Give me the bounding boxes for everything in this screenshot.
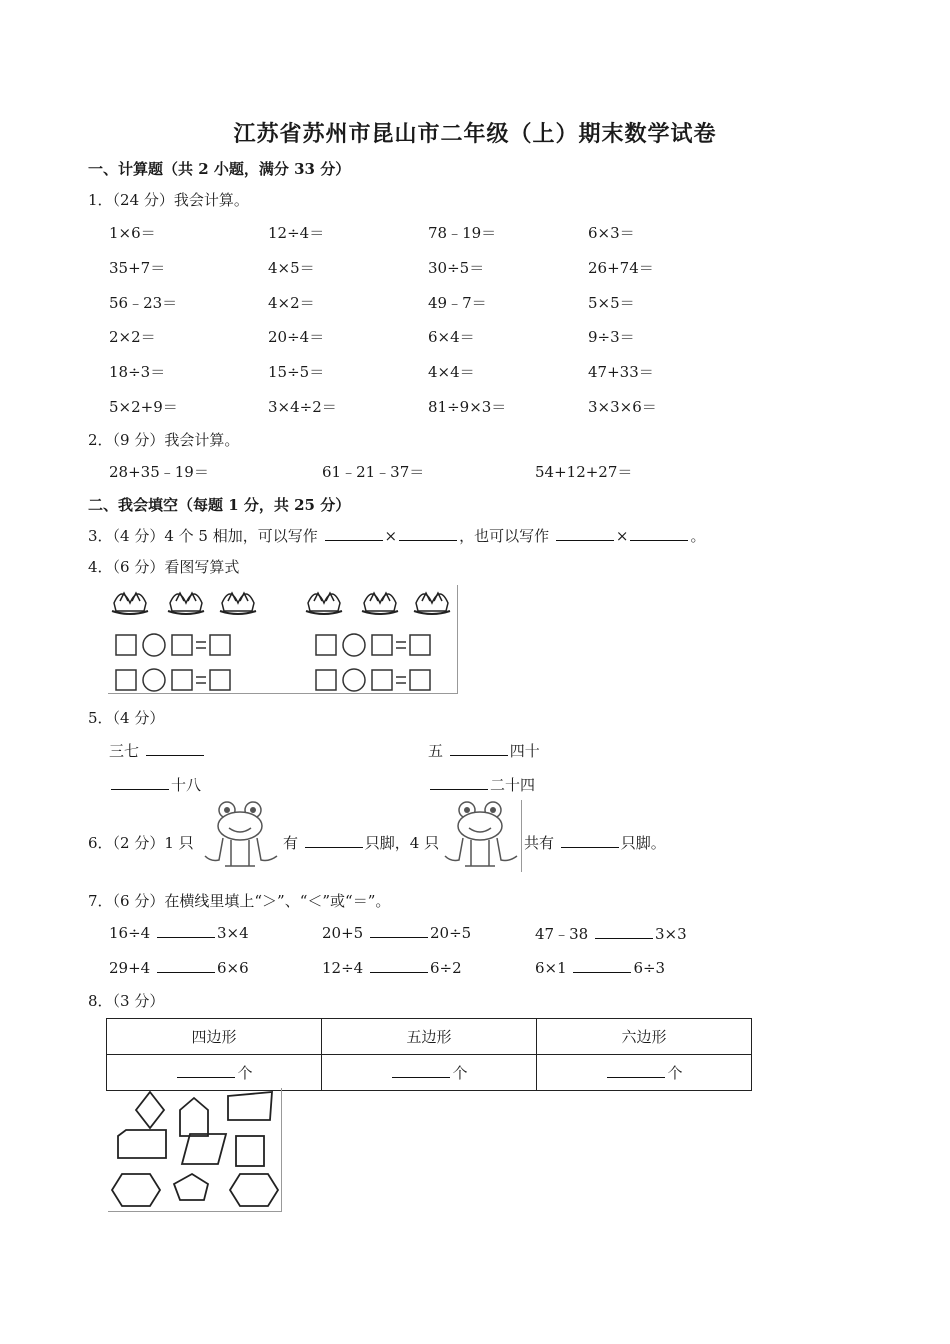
q1-item: 1×6＝ [109,224,156,242]
table-row [107,1055,752,1091]
answer-blank[interactable] [399,526,457,541]
table-cell [107,1055,322,1091]
q1-item: 20÷4＝ [268,328,325,346]
table-cell [537,1055,752,1091]
frog-icon [441,800,521,872]
q1-item: 5×2+9＝ [109,398,178,416]
q7-left: 16÷4 [109,924,151,942]
equation-boxes [116,669,230,691]
answer-blank[interactable] [305,833,363,848]
q1-item: 35+7＝ [109,259,166,277]
answer-blank[interactable] [157,923,215,938]
frog-icon [201,800,281,872]
q6-mid1 [283,832,439,853]
frog-image [201,800,281,872]
q6-end [524,832,666,853]
q5-item-b [428,740,540,761]
q7-left: 29+4 [109,959,151,977]
q7-item [322,923,471,942]
q8-label: 8．（3 分） [88,992,165,1010]
q5-text: 四十 [509,742,540,760]
q5-text: 五 [428,742,444,760]
q3-prefix: 3．（4 分）4 个 5 相加，可以写作 [88,527,318,545]
q7-right: 6÷3 [633,959,666,977]
equation-boxes [116,634,230,656]
q6-text: 共有 [524,834,555,852]
q4-picture [108,585,458,694]
answer-blank[interactable] [430,775,488,790]
equation-boxes [316,634,430,656]
q7-label: 7．（6 分）在横线里填上“＞”、“＜”或“＝”。 [88,892,391,910]
unit-label: 个 [667,1064,683,1082]
q7-right: 20÷5 [429,924,472,942]
q2-item: 54+12+27＝ [535,463,633,481]
table-header: 六边形 [537,1019,752,1055]
pentagon-shape [118,1130,166,1158]
q1-item: 26+74＝ [588,259,654,277]
q2-label: 2．（9 分）我会计算。 [88,431,240,449]
square-shape [236,1136,264,1166]
lotus-icon [362,593,398,614]
q1-item: 5×5＝ [588,294,635,312]
q5-text: 二十四 [490,776,536,794]
parallelogram-shape [182,1134,226,1164]
hexagon-shape [112,1174,160,1206]
q7-right: 3×3 [654,925,687,943]
q6-prefix: 6．（2 分）1 只 [88,834,194,852]
answer-blank[interactable] [392,1063,450,1078]
q7-item [109,923,249,942]
q1-item: 15÷5＝ [268,363,325,381]
q7-right: 3×4 [216,924,249,942]
q1-item: 47+33＝ [588,363,654,381]
q3-line [88,525,706,546]
q5-text: 三七 [109,742,140,760]
quad-shape [228,1092,272,1120]
q4-lotus-figure [108,585,457,693]
q7-left: 20+5 [322,924,364,942]
q7-item [535,958,665,977]
answer-blank[interactable] [556,526,614,541]
q5-item-d [428,774,535,795]
q7-item [322,958,462,977]
q7-right: 6÷2 [429,959,462,977]
answer-blank[interactable] [146,741,204,756]
q1-item: 9÷3＝ [588,328,635,346]
q4-label: 4．（6 分）看图写算式 [88,558,240,576]
section-2-heading: 二、我会填空（每题 1 分，共 25 分） [88,496,351,514]
q7-left: 6×1 [535,959,567,977]
q1-label: 1．（24 分）我会计算。 [88,191,249,209]
equation-boxes [316,669,430,691]
q6-text: 有 [283,834,299,852]
q1-item: 3×3×6＝ [588,398,657,416]
q1-item: 4×5＝ [268,259,315,277]
q5-item-c [109,774,201,795]
answer-blank[interactable] [630,526,688,541]
q1-item: 81÷9×3＝ [428,398,507,416]
lotus-icon [306,593,342,614]
unit-label: 个 [237,1064,253,1082]
q1-item: 2×2＝ [109,328,156,346]
answer-blank[interactable] [561,833,619,848]
q1-item: 12÷4＝ [268,224,325,242]
pentagon-shape [180,1098,208,1136]
q7-item [109,958,249,977]
q2-item: 28+35﹣19＝ [109,463,209,481]
answer-blank[interactable] [111,775,169,790]
answer-blank[interactable] [177,1063,235,1078]
q1-item: 18÷3＝ [109,363,166,381]
answer-blank[interactable] [607,1063,665,1078]
page-title: 江苏省苏州市昆山市二年级（上）期末数学试卷 [233,121,717,147]
answer-blank[interactable] [573,958,631,973]
table-header: 四边形 [107,1019,322,1055]
q3-middle: ，也可以写作 [459,527,550,545]
q2-item: 61﹣21﹣37＝ [322,463,425,481]
q5-text: 十八 [171,776,202,794]
q1-item: 3×4÷2＝ [268,398,337,416]
q7-left: 12÷4 [322,959,364,977]
polygons-figure [108,1088,281,1211]
table-cell [322,1055,537,1091]
q1-item: 56﹣23＝ [109,294,178,312]
lotus-icon [168,593,204,614]
answer-blank[interactable] [370,923,428,938]
diamond-shape [136,1092,164,1128]
answer-blank[interactable] [450,741,508,756]
q1-item: 4×2＝ [268,294,315,312]
answer-blank[interactable] [595,924,653,939]
shape-count-table [106,1018,752,1091]
q1-item: 6×4＝ [428,328,475,346]
q3-end: 。 [690,527,706,545]
shapes-picture [108,1088,282,1212]
answer-blank[interactable] [157,958,215,973]
q7-right: 6×6 [216,959,249,977]
q5-item-a [109,740,206,761]
q7-item [535,923,687,944]
q7-left: 47﹣38 [535,925,589,943]
table-header-row [107,1019,752,1055]
q5-label: 5．（4 分） [88,709,165,727]
hexagon-shape [230,1174,278,1206]
times-sign: × [384,527,398,545]
q1-item: 30÷5＝ [428,259,485,277]
unit-label: 个 [452,1064,468,1082]
lotus-icon [112,593,148,614]
lotus-icon [414,593,450,614]
q1-item: 6×3＝ [588,224,635,242]
table-header: 五边形 [322,1019,537,1055]
answer-blank[interactable] [370,958,428,973]
section-1-heading: 一、计算题（共 2 小题，满分 33 分） [88,160,351,178]
frog-image [441,800,522,872]
times-sign: × [615,527,629,545]
q1-item: 49﹣7＝ [428,294,487,312]
q1-item: 4×4＝ [428,363,475,381]
q1-item: 78﹣19＝ [428,224,497,242]
pentagon-shape [174,1174,208,1200]
q6-text: 只脚，4 只 [364,834,440,852]
q6-text: 只脚。 [620,834,666,852]
answer-blank[interactable] [325,526,383,541]
lotus-icon [220,593,256,614]
